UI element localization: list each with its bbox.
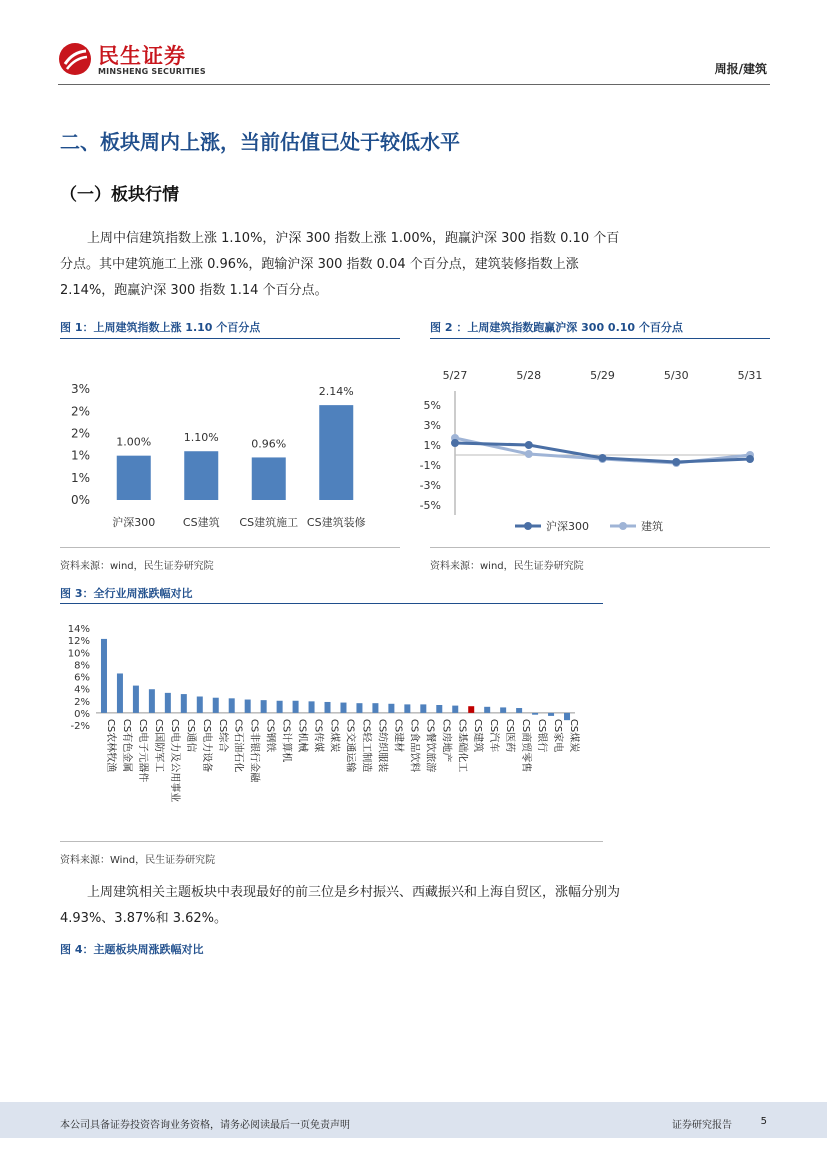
fig3-bar (356, 703, 362, 713)
logo-icon (58, 42, 92, 76)
fig2-legend-marker (619, 522, 627, 530)
fig3-bar (484, 707, 490, 713)
fig3-x-label: CS非银行金融 (248, 718, 260, 783)
fig3-bar (404, 704, 410, 712)
fig3-bar (516, 708, 522, 713)
fig3-x-label: CS煤炭 (568, 718, 580, 753)
fig3-bar (165, 693, 171, 713)
fig3-x-label: CS基础化工 (456, 718, 468, 773)
fig3-x-label: CS汽车 (488, 718, 500, 753)
fig3-x-label: CS建材 (392, 718, 404, 753)
fig3-x-label: CS国防军工 (152, 718, 164, 773)
fig1-bar (319, 405, 353, 500)
header-divider (58, 84, 770, 85)
fig3-bar (452, 706, 458, 713)
fig1-data-label: 1.00% (116, 435, 152, 449)
fig3-x-label: CS家电 (552, 718, 564, 753)
fig3-bar (149, 689, 155, 713)
footer-doc-type: 证券研究报告 (672, 1120, 732, 1131)
fig2-legend-label: 建筑 (641, 520, 663, 533)
page-number: 5 (760, 1116, 767, 1127)
fig3-x-label: CS电力及公用事业 (168, 718, 180, 803)
fig3-bar (133, 686, 139, 713)
fig1-bar (184, 451, 218, 500)
fig2-title-rule (430, 338, 770, 339)
fig3-y-tick: -2% (70, 721, 90, 732)
fig3-chart (60, 615, 603, 845)
fig2-x-label: 5/29 (590, 369, 615, 382)
fig3-x-label: CS电力设备 (200, 718, 212, 773)
fig3-bar (101, 639, 107, 713)
fig3-y-tick: 0% (74, 708, 90, 720)
fig2-y-tick: -5% (420, 499, 441, 512)
fig3-bar (277, 701, 283, 713)
fig3-bar (372, 703, 378, 713)
fig3-x-label: CS煤炭 (328, 718, 340, 753)
fig2-x-label: 5/30 (663, 369, 689, 382)
fig3-x-label: CS计算机 (280, 718, 292, 763)
fig3-bar (309, 701, 315, 713)
fig1-x-label: 沪深300 (112, 516, 156, 529)
fig3-y-tick: 4% (74, 684, 90, 696)
fig2-x-label: 5/28 (516, 369, 542, 382)
fig1-chart (60, 345, 400, 545)
fig3-x-label: CS医药 (504, 718, 516, 753)
fig3-bar (548, 713, 554, 716)
fig2-source: 资料来源：wind，民生证券研究院 (430, 561, 584, 572)
fig1-y-tick: 0% (70, 493, 90, 507)
fig1-x-label: CS建筑装修 (306, 516, 366, 529)
fig3-title: 图 3：全行业周涨跌幅对比 (60, 587, 193, 600)
fig3-bar (468, 706, 474, 713)
fig3-x-label: CS石油石化 (232, 718, 244, 773)
fig3-y-tick: 14% (67, 624, 90, 635)
fig3-x-label: CS商贸零售 (520, 718, 532, 773)
fig3-y-tick: 12% (67, 636, 90, 648)
fig2-y-tick: -1% (420, 459, 441, 472)
fig3-bar (532, 713, 538, 715)
fig4-title: 图 4：主题板块周涨跌幅对比 (60, 943, 204, 956)
fig3-x-label: CS电子元器件 (136, 718, 148, 783)
fig2-bottom-rule (430, 547, 770, 548)
fig1-y-tick: 2% (70, 404, 90, 419)
fig3-bar (436, 705, 442, 713)
fig1-bar (252, 457, 286, 500)
fig3-x-label: CS机械 (296, 718, 308, 753)
fig2-y-tick: 3% (423, 419, 441, 432)
fig2-legend-label: 沪深300 (546, 520, 589, 533)
fig3-bar (213, 698, 219, 713)
fig2-point (525, 450, 533, 458)
fig1-title-rule (60, 338, 400, 339)
fig3-x-label: CS餐饮旅游 (424, 718, 436, 773)
fig3-title-rule (60, 603, 603, 604)
fig3-x-label: CS房地产 (440, 718, 452, 763)
fig3-x-label: CS传媒 (312, 718, 324, 753)
paragraph-market: 上周中信建筑指数上涨 1.10%，沪深 300 指数上涨 1.00%，跑赢沪深 300 指数 0.10 个百分点。其中建筑施工上涨 0.96%，跑输沪深 300 指数 0.04 个百分点，建筑装修指数上涨 2.14%，跑赢沪深 300 指数 1.14 个百分点。 (60, 231, 620, 298)
fig1-data-label: 0.96% (251, 437, 287, 451)
fig1-y-tick: 3% (70, 382, 90, 397)
section-title: 二、板块周内上涨，当前估值已处于较低水平 (60, 130, 460, 154)
fig3-bar (229, 698, 235, 713)
fig1-data-label: 2.14% (318, 385, 354, 399)
fig3-bar (245, 700, 251, 713)
fig1-bottom-rule (60, 547, 400, 548)
fig3-x-label: CS纺织服装 (376, 718, 388, 773)
fig2-point (672, 458, 680, 466)
fig1-title: 图 1：上周建筑指数上涨 1.10 个百分点 (60, 321, 261, 334)
fig2-chart (420, 345, 770, 545)
fig3-bar (420, 704, 426, 712)
fig1-bar (117, 456, 151, 500)
fig3-x-label: CS有色金属 (120, 718, 132, 773)
fig2-x-label: 5/27 (442, 369, 468, 382)
fig3-bar (261, 700, 267, 713)
fig3-x-label: CS钢铁 (264, 718, 276, 753)
fig2-point (525, 441, 533, 449)
fig3-bar (388, 704, 394, 713)
fig2-point (451, 439, 459, 447)
fig3-bar (500, 707, 506, 712)
fig1-source: 资料来源：wind，民生证券研究院 (60, 561, 214, 572)
fig2-x-label: 5/31 (737, 369, 763, 382)
fig2-y-tick: -3% (420, 479, 441, 492)
fig3-y-tick: 6% (74, 672, 90, 684)
logo-text-cn: 民生证券 (98, 44, 186, 68)
fig3-x-label: CS通信 (184, 718, 196, 753)
fig2-y-tick: 5% (423, 399, 441, 412)
fig3-y-tick: 8% (74, 660, 90, 672)
fig3-y-tick: 2% (74, 696, 90, 708)
fig1-y-tick: 1% (70, 448, 90, 463)
subsection-title: （一）板块行情 (60, 185, 179, 205)
fig2-legend-marker (524, 522, 532, 530)
fig2-title: 图 2 ：上周建筑指数跑赢沪深 300 0.10 个百分点 (430, 321, 683, 334)
footer-disclaimer: 本公司具备证券投资咨询业务资格，请务必阅读最后一页免责声明 (60, 1120, 350, 1131)
fig3-bar (197, 697, 203, 713)
fig3-source: 资料来源：Wind，民生证券研究院 (60, 855, 216, 866)
fig3-x-label: CS交通运输 (344, 718, 356, 773)
fig3-x-label: CS食品饮料 (408, 718, 420, 773)
paragraph-theme: 上周建筑相关主题板块中表现最好的前三位是乡村振兴、西藏振兴和上海自贸区，涨幅分别为 4.93%、3.87%和 3.62%。 (60, 885, 621, 926)
fig3-x-label: CS轻工制造 (360, 718, 372, 773)
fig3-x-label: CS银行 (536, 718, 548, 753)
fig2-y-tick: 1% (423, 439, 441, 452)
fig3-y-tick: 10% (67, 648, 90, 660)
fig3-bar (340, 703, 346, 713)
fig3-bar (117, 673, 123, 712)
fig1-data-label: 1.10% (183, 431, 219, 445)
fig1-y-tick: 1% (70, 470, 90, 485)
fig3-x-label: CS农林牧渔 (104, 718, 116, 773)
report-type: 周报/建筑 (714, 62, 767, 76)
fig3-x-label: CS建筑 (472, 718, 484, 753)
fig2-point (746, 455, 754, 463)
fig1-x-label: CS建筑施工 (239, 516, 299, 529)
fig1-x-label: CS建筑 (182, 516, 220, 529)
fig3-bar (293, 701, 299, 713)
fig2-point (599, 454, 607, 462)
fig1-y-tick: 2% (70, 426, 90, 441)
fig3-bar (325, 702, 331, 713)
fig3-bar (181, 694, 187, 713)
fig3-x-label: CS综合 (216, 718, 228, 753)
logo-text-en: MINSHENG SECURITIES (98, 67, 206, 76)
fig3-bottom-rule (60, 841, 603, 842)
